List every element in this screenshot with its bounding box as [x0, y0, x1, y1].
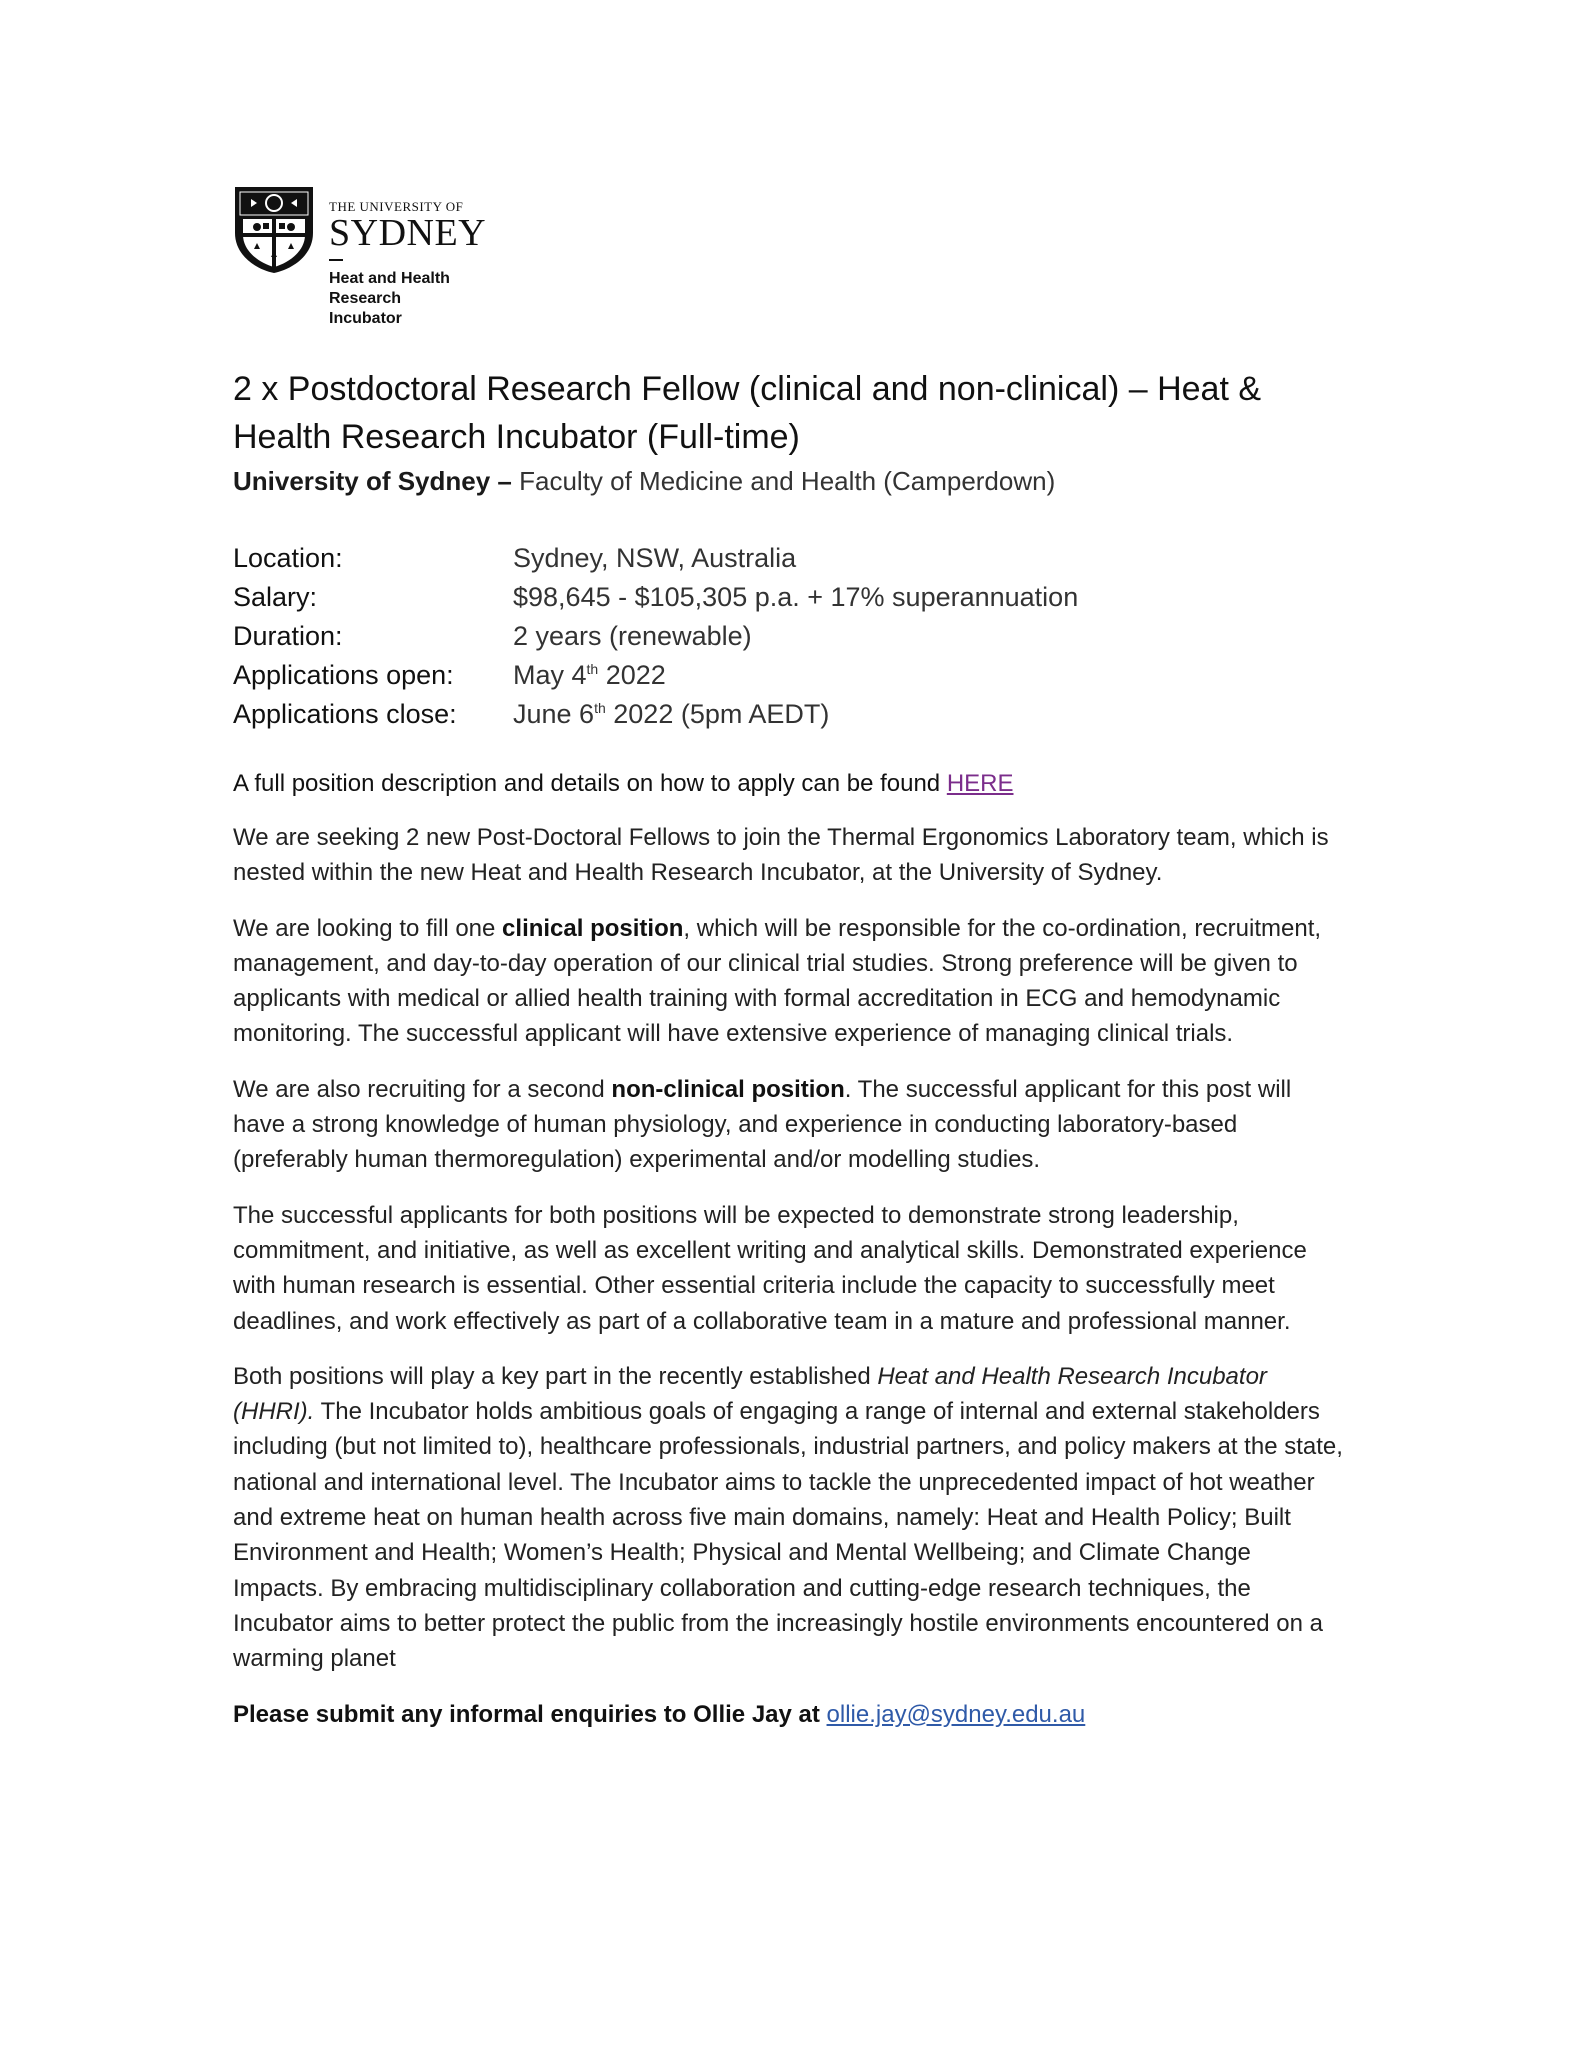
paragraph-text: Both positions will play a key part in the recently established	[233, 1362, 878, 1390]
unit-name-line: Incubator	[329, 310, 402, 327]
date-text: June 6	[513, 699, 595, 729]
paragraph-text: We are looking to fill one	[233, 914, 503, 942]
logo-divider	[329, 259, 343, 261]
paragraph-clinical	[233, 911, 1348, 1052]
detail-label: Duration:	[233, 621, 343, 651]
detail-row-duration	[233, 617, 1348, 656]
university-logo	[233, 185, 1348, 345]
non-clinical-position-emphasis: non-clinical position	[611, 1075, 845, 1103]
logo-line-2: SYDNEY	[329, 212, 487, 254]
university-crest-icon	[233, 185, 315, 275]
subtitle-faculty: Faculty of Medicine and Health (Camperdown)	[511, 466, 1056, 496]
detail-row-applications-close	[233, 695, 1348, 734]
detail-value: 2 years (renewable)	[513, 621, 752, 651]
unit-name-line: Research	[329, 290, 402, 307]
detail-label: Salary:	[233, 582, 318, 612]
paragraph-text: , which will be responsible for the co-ordination, recruitment, management, and day-to-day operation of our clinical trial studies. Strong preference will be given to applicants with medical or allied health training with formal accreditation in ECG and hemodynamic monitoring. The successful applicant will have extensive experience of managing clinical trials.	[233, 914, 1322, 1048]
date-year: 2022	[598, 660, 666, 690]
apply-here-link[interactable]: HERE	[946, 770, 1014, 797]
detail-value: $98,645 - $105,305 p.a. + 17% superannuation	[513, 582, 1079, 612]
page-title: 2 x Postdoctoral Research Fellow (clinical and non-clinical) – Heat & Health Research Incubator (Full-time)	[233, 370, 1262, 456]
contact-line	[233, 1699, 1348, 1731]
ordinal-suffix: th	[586, 661, 599, 677]
detail-value	[513, 656, 666, 695]
paragraph-intro: We are seeking 2 new Post-Doctoral Fellows to join the Thermal Ergonomics Laboratory team, which is nested within the new Heat and Health Research Incubator, at the University of Sydney.	[233, 824, 1329, 887]
unit-name-line: Heat and Health	[329, 270, 450, 287]
paragraph-incubator	[233, 1359, 1348, 1677]
detail-label: Applications close:	[233, 699, 457, 729]
clinical-position-emphasis: clinical position	[502, 914, 684, 942]
paragraph-non-clinical	[233, 1072, 1348, 1178]
logo-wordmark	[329, 199, 486, 329]
incubator-name-emphasis: Heat and Health Research Incubator (HHRI).	[233, 1362, 1267, 1426]
detail-value	[513, 695, 829, 734]
page-subtitle	[233, 463, 1348, 499]
detail-label: Location:	[233, 543, 343, 573]
apply-instructions	[233, 768, 1348, 800]
logo-line-1: THE UNIVERSITY OF	[329, 199, 464, 214]
detail-row-applications-open	[233, 656, 1348, 695]
paragraph-text: We are also recruiting for a second	[233, 1075, 612, 1103]
date-year: 2022 (5pm AEDT)	[605, 699, 830, 729]
paragraph-text: . The successful applicant for this post will have a strong knowledge of human physiology, and experience in conducting laboratory-based (preferably human thermoregulation) experimental and/or modelling studies.	[233, 1075, 1292, 1174]
ordinal-suffix: th	[594, 700, 606, 716]
document-page	[233, 185, 1348, 1731]
position-details	[233, 539, 1348, 734]
subtitle-org: University of Sydney –	[233, 466, 512, 496]
paragraph-text: The Incubator holds ambitious goals of engaging a range of internal and external stakeholders including (but not limited to), healthcare professionals, industrial partners, and policy makers at the state, national and international level. The Incubator aims to tackle the unprecedented impact of hot weather and extreme heat on human health across five main domains, namely: Heat and Health Policy; Built Environment and Health; Women’s Health; Physical and Mental Wellbeing; and Climate Change Impacts. By embracing multidisciplinary collaboration and cutting-edge research techniques, the Incubator aims to better protect the public from the increasingly hostile environments encountered on a warming planet	[233, 1398, 1343, 1673]
detail-label: Applications open:	[233, 660, 454, 690]
contact-email-link[interactable]: ollie.jay@sydney.edu.au	[826, 1700, 1086, 1728]
detail-row-location	[233, 539, 1348, 578]
detail-value: Sydney, NSW, Australia	[513, 543, 797, 573]
contact-text: Please submit any informal enquiries to Ollie Jay at	[233, 1700, 827, 1728]
paragraph-requirements: The successful applicants for both positions will be expected to demonstrate strong leadership, commitment, and initiative, as well as excellent writing and analytical skills. Demonstrated experience with human research is essential. Other essential criteria include the capacity to successfully meet deadlines, and work effectively as part of a collaborative team in a mature and professional manner.	[233, 1201, 1307, 1335]
apply-text: A full position description and details on how to apply can be found	[233, 770, 947, 797]
date-text: May 4	[513, 660, 587, 690]
detail-row-salary	[233, 578, 1348, 617]
